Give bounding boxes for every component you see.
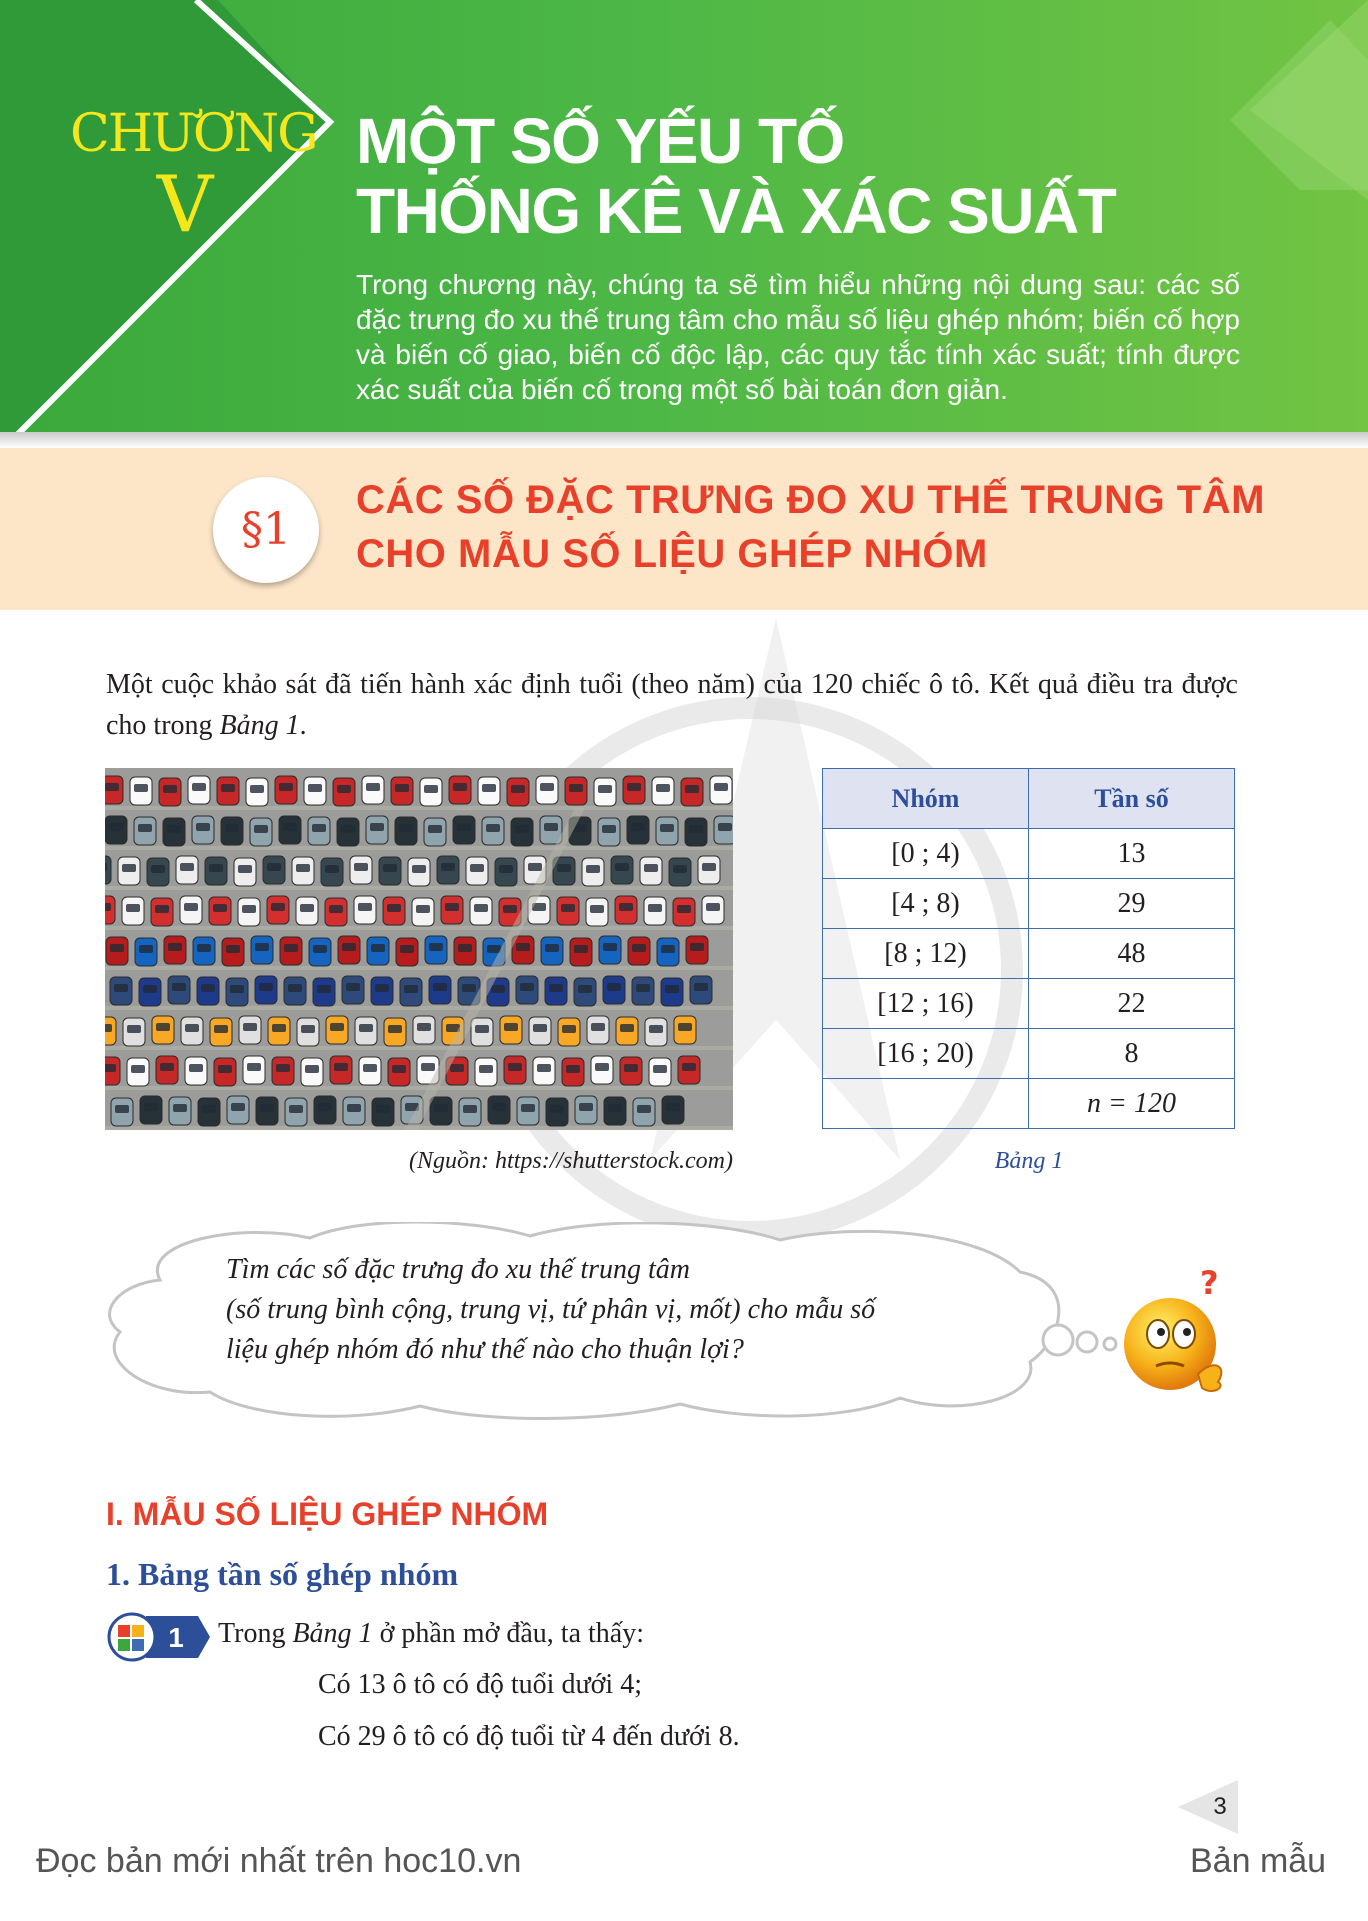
header-frequency: Tần số (1029, 769, 1235, 829)
activity-text: Trong Bảng 1 ở phần mở đầu, ta thấy: (218, 1618, 645, 1649)
total-cell: n = 120 (1029, 1079, 1235, 1129)
frequency-cell: 48 (1029, 929, 1235, 979)
frequency-cell: 22 (1029, 979, 1235, 1029)
observation-line-1: Có 13 ô tô có độ tuổi dưới 4; (318, 1669, 642, 1700)
table-total-row (823, 1079, 1235, 1129)
frequency-table (822, 768, 1235, 1129)
activity-number: 1 (168, 1622, 184, 1653)
sub-heading: 1. Bảng tần số ghép nhóm (106, 1556, 459, 1592)
group-cell: [12 ; 16) (823, 979, 1029, 1029)
section-title-line1: CÁC SỐ ĐẶC TRƯNG ĐO XU THẾ TRUNG TÂM (356, 478, 1265, 522)
section-band (0, 448, 1368, 610)
parking-lot-photo (105, 768, 733, 1130)
photo-caption: (Nguồn: https://shutterstock.com) (409, 1148, 733, 1174)
table-row (823, 829, 1235, 879)
section-title-line2: CHO MẪU SỐ LIỆU GHÉP NHÓM (356, 532, 988, 576)
table-row (823, 979, 1235, 1029)
chapter-label: CHƯƠNG (70, 104, 317, 164)
header-group: Nhóm (823, 769, 1029, 829)
group-cell: [0 ; 4) (823, 829, 1029, 879)
thinking-emoji-icon (1118, 1262, 1238, 1402)
table-row (823, 1029, 1235, 1079)
group-cell (823, 1079, 1029, 1129)
group-cell: [16 ; 20) (823, 1029, 1029, 1079)
table-header-row (823, 769, 1235, 829)
table-row (823, 879, 1235, 929)
frequency-cell: 29 (1029, 879, 1235, 929)
svg-text:?: ? (1200, 1264, 1219, 1302)
intro-paragraph: Một cuộc khảo sát đã tiến hành xác định tuổi (theo năm) của 120 chiếc ô tô. Kết quả điều tra được cho trong Bảng 1. (106, 669, 1238, 741)
observation-line-2: Có 29 ô tô có độ tuổi từ 4 đến dưới 8. (318, 1721, 740, 1752)
page-number: 3 (1213, 1793, 1227, 1820)
chapter-intro: Trong chương này, chúng ta sẽ tìm hiểu những nội dung sau: các số đặc trưng đo xu thế trung tâm cho mẫu số liệu ghép nhóm; biến cố hợp và biến cố giao, biến cố độc lập, các quy tắc tính xác suất; tính được xác suất của biến cố trong một số bài toán đơn giản. (356, 269, 1240, 405)
table-reference: Bảng 1 (219, 710, 300, 741)
chapter-number: V (156, 160, 214, 250)
activity-table-reference: Bảng 1 (292, 1618, 373, 1649)
section-divider (0, 432, 1368, 448)
bubble-question: Tìm các số đặc trưng đo xu thế trung tâm (số trung bình cộng, trung vị, tứ phân vị, mốt) cho mẫu số liệu ghép nhóm đó như thế nào cho thuận lợi? (226, 1254, 876, 1365)
section-badge: §1 (213, 477, 319, 583)
table-caption: Bảng 1 (994, 1148, 1064, 1174)
group-cell: [8 ; 12) (823, 929, 1029, 979)
frequency-cell: 13 (1029, 829, 1235, 879)
table-row (823, 929, 1235, 979)
activity-badge (106, 1612, 210, 1662)
footer-edition-label: Bản mẫu (1190, 1842, 1327, 1880)
frequency-cell: 8 (1029, 1029, 1235, 1079)
part-heading: I. MẪU SỐ LIỆU GHÉP NHÓM (106, 1496, 549, 1532)
chapter-title-line1: MỘT SỐ YẾU TỐ (356, 105, 844, 177)
chapter-title-line2: THỐNG KÊ VÀ XÁC SUẤT (356, 175, 1116, 247)
group-cell: [4 ; 8) (823, 879, 1029, 929)
footer-link-text: Đọc bản mới nhất trên hoc10.vn (36, 1842, 522, 1880)
